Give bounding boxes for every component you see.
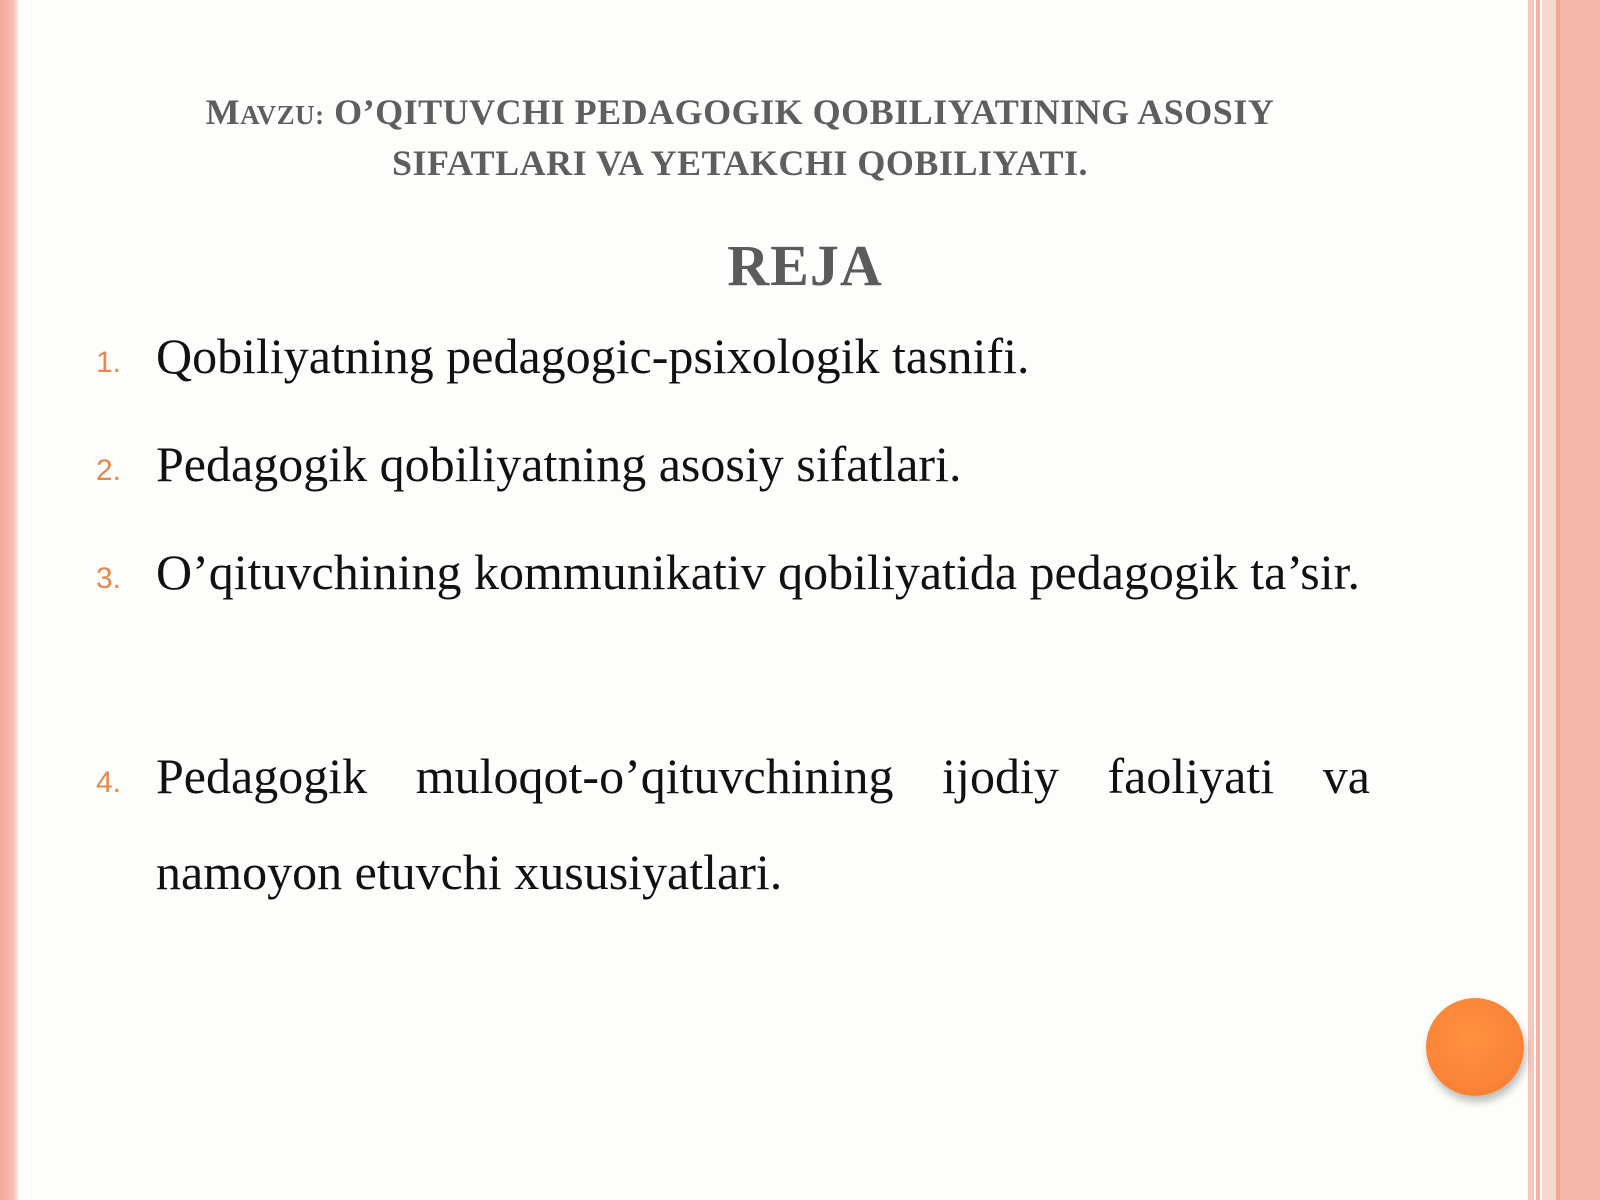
plan-item-text: O’qituvchining kommunikativ qobiliyatida pedagogik ta’sir. — [156, 544, 1361, 600]
plan-heading: REJA — [727, 233, 883, 298]
title-main-line-1: O’QITUVCHI PEDAGOGIK QOBILIYATINING ASOSIY — [324, 92, 1275, 132]
plan-item-text: Pedagogik qobiliyatning asosiy sifatlari. — [156, 436, 962, 492]
plan-item-number: 4. — [96, 766, 122, 799]
plan-item-number: 1. — [96, 346, 122, 379]
right-stripe-3 — [1542, 0, 1556, 1200]
right-decorative-stripes — [1528, 0, 1600, 1200]
slide-title-line-2: SIFATLARI VA YETAKCHI QOBILIYATI. — [391, 143, 1089, 183]
title-prefix-rest: AVZU: — [240, 100, 325, 130]
plan-item-number: 3. — [96, 562, 122, 595]
left-decorative-stripe — [0, 0, 18, 1200]
plan-item-text: Qobiliyatning pedagogic-psixologik tasnifi. — [156, 328, 1030, 384]
right-stripe-5 — [1560, 0, 1600, 1200]
slide-title-line-1 — [150, 88, 1330, 139]
right-stripe-2 — [1536, 0, 1540, 1200]
slide-title — [150, 88, 1330, 187]
right-stripe-1 — [1528, 0, 1534, 1200]
plan-item-number: 2. — [96, 454, 122, 487]
title-prefix-initial: M — [205, 92, 241, 132]
orange-circle-icon — [1426, 998, 1524, 1096]
plan-item-text: Pedagogik muloqot-o’qituvchining ijodiy faoliyati va namoyon etuvchi xususiyatlari. — [156, 748, 1370, 900]
